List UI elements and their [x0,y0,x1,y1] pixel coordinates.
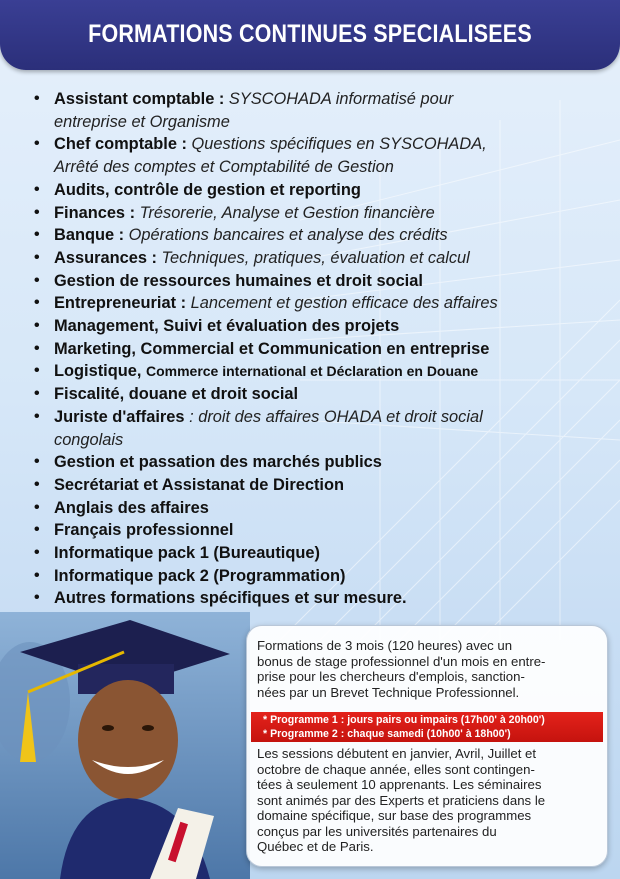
info-intro-line: bonus de stage professionnel d'un mois en entre- [257,653,546,669]
course-item [32,587,592,610]
course-item [32,565,592,588]
course-title: Gestion et passation des marchés publics [54,453,382,472]
course-item [32,519,592,542]
course-item [32,451,592,474]
bullet-icon: • [34,521,40,539]
course-item [32,406,592,451]
bullet-icon: • [34,589,40,607]
course-item [32,497,592,520]
course-item [32,292,592,315]
course-title: Logistique, [54,362,146,381]
bullet-icon: • [34,475,40,493]
course-item [32,315,592,338]
course-description-continued: congolais [54,430,124,449]
info-detail-line: Les sessions débutent en janvier, Avril, Juillet et [257,746,537,761]
course-title: Audits, contrôle de gestion et reporting [54,180,361,199]
course-description-continued: entreprise et Organisme [54,112,230,131]
course-item [32,133,592,178]
course-item [32,224,592,247]
course-item [32,383,592,406]
course-title: Banque : [54,226,129,245]
bullet-icon: • [34,226,40,244]
course-description: Techniques, pratiques, évaluation et calcul [161,248,470,267]
course-title: Anglais des affaires [54,498,209,517]
course-item [32,202,592,225]
programme-1-text: * Programme 1 : jours pairs ou impairs (17h00' à 20h00') [263,714,545,726]
bullet-icon: • [34,203,40,221]
info-detail-line: conçus par les universités partenaires du [257,823,497,839]
header-banner [0,0,620,70]
course-description: Trésorerie, Analyse et Gestion financière [139,203,435,222]
course-title: Management, Suivi et évaluation des projets [54,317,400,336]
page-title: FORMATIONS CONTINUES SPECIALISEES [88,20,532,48]
course-title: Finances : [54,203,140,222]
course-title: Informatique pack 2 (Programmation) [54,566,346,585]
info-detail-line: Québec et de Paris. [257,839,374,854]
bullet-icon: • [34,407,40,425]
info-detail-line: sont animés par des Experts et praticiens dans le [257,792,546,808]
course-title: Fiscalité, douane et droit social [54,385,299,404]
course-title: Entrepreneuriat : [54,294,191,313]
course-title: Assurances : [54,248,162,267]
course-item [32,88,592,133]
bullet-icon: • [34,544,40,562]
bullet-icon: • [34,498,40,516]
course-item [32,474,592,497]
bullet-icon: • [34,453,40,471]
course-list [32,88,592,610]
bullet-icon: • [34,339,40,357]
bullet-icon: • [34,566,40,584]
course-title: Gestion de ressources humaines et droit social [54,271,423,290]
course-title: Secrétariat et Assistanat de Direction [54,475,344,494]
course-item [32,247,592,270]
course-description: Questions spécifiques en SYSCOHADA, [191,135,487,154]
course-item [32,542,592,565]
program-schedule-bar [251,712,603,742]
course-title: Marketing, Commercial et Communication en entreprise [54,339,490,358]
info-intro-line: prise pour les chercheurs d'emplois, sanction- [257,669,525,684]
bullet-icon: • [34,294,40,312]
course-title: Assistant comptable : [54,90,229,108]
bullet-icon: • [34,90,40,107]
course-item [32,338,592,361]
course-description: Lancement et gestion efficace des affaires [190,294,498,313]
bullet-icon: • [34,271,40,289]
bullet-icon: • [34,317,40,335]
course-description-continued: Arrêté des comptes et Comptabilité de Gestion [54,158,394,177]
course-description: Commerce international et Déclaration en Douane [145,363,479,380]
info-intro-line: Formations de 3 mois (120 heures) avec un [257,638,513,653]
course-description: : droit des affaires OHADA et droit social [189,407,483,426]
bullet-icon: • [34,385,40,403]
programme-2-text: * Programme 2 : chaque samedi (10h00' à 18h00') [263,728,511,740]
info-detail-line: octobre de chaque année, elles sont contingen- [257,761,535,777]
bullet-icon: • [34,248,40,266]
info-detail-line: tées à seulement 10 apprenants. Les séminaires [257,777,542,792]
course-title: Juriste d'affaires [54,407,190,426]
info-detail-line: domaine spécifique, sur base des programmes [257,808,532,823]
bullet-icon: • [34,135,40,153]
info-intro-line: nées par un Brevet Technique Professionnel. [257,684,520,700]
course-title: Chef comptable : [54,135,192,154]
course-item [32,360,592,383]
graduate-photo [0,612,250,879]
bullet-icon: • [34,362,40,380]
bullet-icon: • [34,180,40,198]
course-description: Opérations bancaires et analyse des crédits [128,226,448,245]
course-title: Informatique pack 1 (Bureautique) [54,544,320,563]
info-box [246,625,608,867]
course-description: SYSCOHADA informatisé pour [228,90,454,108]
course-item [32,179,592,202]
course-title: Français professionnel [54,521,234,540]
course-item [32,270,592,293]
course-title: Autres formations spécifiques et sur mesure. [54,589,407,608]
